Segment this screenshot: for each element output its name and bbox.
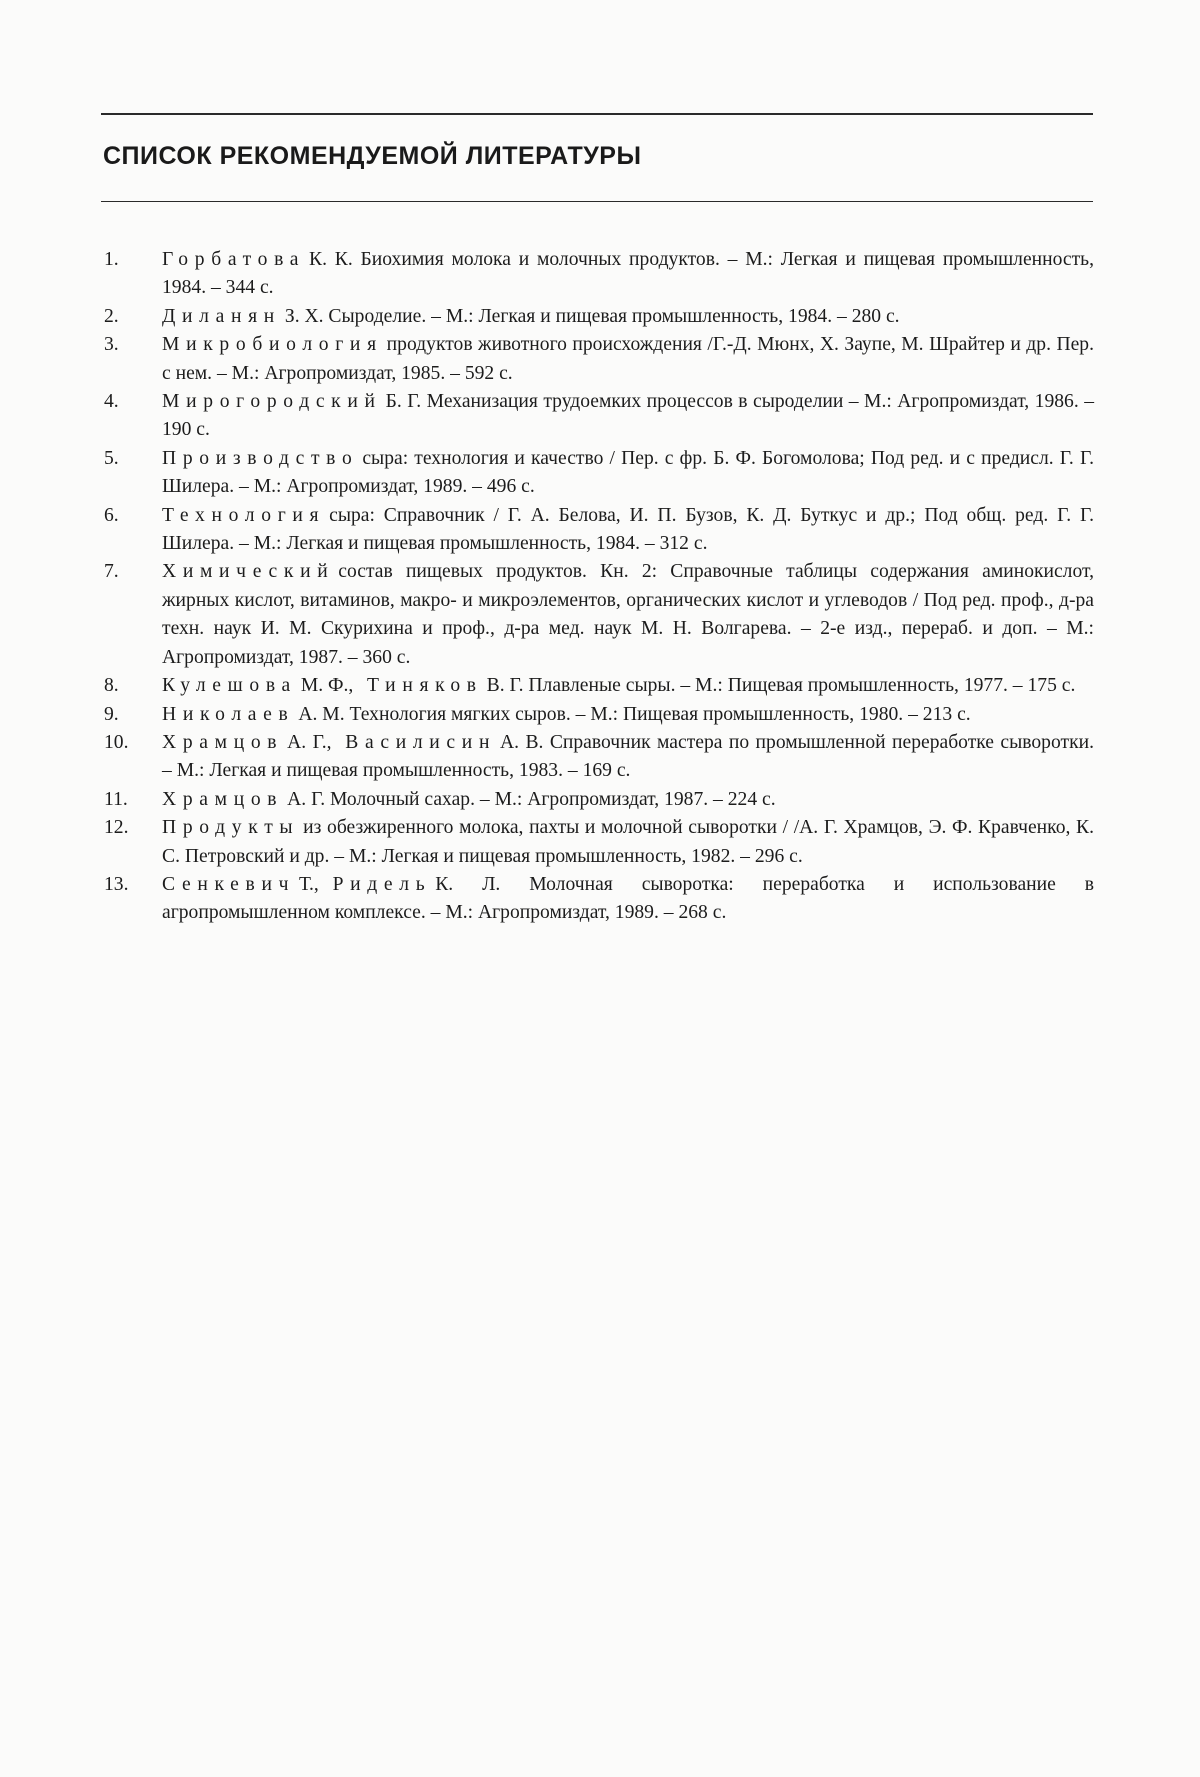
reference-number: 11. xyxy=(104,788,128,810)
reference-text: сыра: Справочник / Г. А. Белова, И. П. Бузов, К. Д. Буткус и др.; Под общ. ред. Г. Г. Шилера. – М.: Легкая и пищевая промышленность, 1984. – 312 с. xyxy=(162,504,1094,555)
reference-author: Мирогородский xyxy=(162,391,382,413)
reference-text: А. М. Технология мягких сыров. – М.: Пищевая промышленность, 1980. – 213 с. xyxy=(298,703,971,725)
reference-item xyxy=(104,729,1094,786)
reference-item xyxy=(104,814,1094,871)
reference-number: 7. xyxy=(104,561,119,583)
reference-author: Диланян xyxy=(162,305,281,327)
reference-body xyxy=(162,672,1094,700)
reference-number: 5. xyxy=(104,447,119,469)
reference-text: из обезжиренного молока, пахты и молочной сыворотки / /А. Г. Храмцов, Э. Ф. Кравченко, К. С. Петровский и др. – М.: Легкая и пищевая промышленность, 1982. – 296 с. xyxy=(162,817,1094,867)
reference-text: Б. Г. Механизация трудоемких процессов в сыроделии – М.: Агропромиздат, 1986. – 190 с. xyxy=(162,391,1094,441)
reference-body xyxy=(162,445,1094,502)
top-rule xyxy=(101,113,1093,115)
reference-text: сыра: технология и качество / Пер. с фр. Б. Ф. Богомолова; Под ред. и с предисл. Г. Г. Шилера. – М.: Агропромиздат, 1989. – 496 с. xyxy=(162,447,1094,498)
reference-coauthor: Тиняков xyxy=(367,675,483,697)
reference-number: 12. xyxy=(104,817,129,839)
reference-body xyxy=(162,246,1094,303)
reference-number: 6. xyxy=(104,504,119,526)
reference-number: 3. xyxy=(104,334,119,356)
reference-body xyxy=(162,303,1094,331)
reference-number: 13. xyxy=(104,873,129,895)
reference-item xyxy=(104,388,1094,445)
reference-text: состав пищевых продуктов. Кн. 2: Справочные таблицы содержания аминокислот, жирных кислот, витаминов, макро- и микроэлементов, органических кислот и углеводов / Под ред. проф., д-ра техн. наук И. М. Скурихина и проф., д-ра мед. наук М. Н. Волгарева. – 2-е изд., перераб. и доп. – М.: Агропромиздат, 1987. – 360 с. xyxy=(162,561,1094,668)
reference-text: В. Г. Плавленые сыры. – М.: Пищевая промышленность, 1977. – 175 с. xyxy=(486,675,1076,697)
reference-text: К. Л. Молочная сыворотка: переработка и использование в агропромышленном комплексе. – М.: Агропромиздат, 1989. – 268 с. xyxy=(162,873,1094,924)
reference-text: А. В. Справочник мастера по промышленной переработке сыворотки. – М.: Легкая и пищевая промышленность, 1983. – 169 с. xyxy=(162,731,1094,782)
reference-body xyxy=(162,729,1094,786)
reference-body xyxy=(162,502,1094,559)
reference-body xyxy=(162,814,1094,871)
reference-coauthor: Василисин xyxy=(345,731,497,753)
reference-number: 4. xyxy=(104,391,119,413)
reference-author: Химический xyxy=(162,561,335,583)
reference-coauthor: Ридель xyxy=(332,873,432,895)
reference-body xyxy=(162,388,1094,445)
reference-number: 10. xyxy=(104,731,129,753)
reference-author: Производство xyxy=(162,447,359,469)
reference-author: Храмцов xyxy=(162,788,284,810)
reference-number: 8. xyxy=(104,675,119,697)
reference-author: Продукты xyxy=(162,817,300,839)
reference-text: М. Ф., xyxy=(300,675,354,697)
reference-text: З. Х. Сыроделие. – М.: Легкая и пищевая промышленность, 1984. – 280 с. xyxy=(284,305,900,327)
reference-author: Горбатова xyxy=(162,249,306,270)
reference-author: Технология xyxy=(162,504,326,526)
reference-author: Сенкевич xyxy=(162,873,296,895)
reference-item xyxy=(104,672,1094,700)
reference-body xyxy=(162,558,1094,672)
reference-author: Храмцов xyxy=(162,731,284,753)
reference-item xyxy=(104,445,1094,502)
reference-author: Микробиология xyxy=(162,334,383,356)
reference-item xyxy=(104,786,1094,814)
reference-text: Т., xyxy=(299,873,319,895)
reference-item xyxy=(104,502,1094,559)
reference-text: А. Г., xyxy=(287,731,332,753)
reference-item xyxy=(104,871,1094,928)
reference-number: 2. xyxy=(104,305,119,327)
page-title: СПИСОК РЕКОМЕНДУЕМОЙ ЛИТЕРАТУРЫ xyxy=(103,142,642,170)
reference-list xyxy=(104,246,1094,928)
reference-text: К. К. Биохимия молока и молочных продуктов. – М.: Легкая и пищевая промышленность, 1984. – 344 с. xyxy=(162,249,1094,299)
reference-item xyxy=(104,246,1094,303)
reference-author: Кулешова xyxy=(162,675,297,697)
reference-item xyxy=(104,701,1094,729)
reference-item xyxy=(104,331,1094,388)
reference-text: продуктов животного происхождения /Г.-Д. Мюнх, Х. Заупе, М. Шрайтер и др. Пер. с нем. – М.: Агропромиздат, 1985. – 592 с. xyxy=(162,334,1094,384)
reference-item xyxy=(104,558,1094,672)
reference-author: Николаев xyxy=(162,703,295,725)
reference-body xyxy=(162,786,1094,814)
reference-body xyxy=(162,701,1094,729)
reference-body xyxy=(162,871,1094,928)
reference-number: 9. xyxy=(104,703,119,725)
reference-item xyxy=(104,303,1094,331)
heading-rule xyxy=(101,201,1093,202)
reference-number: 1. xyxy=(104,249,119,270)
reference-body xyxy=(162,331,1094,388)
reference-text: А. Г. Молочный сахар. – М.: Агропромиздат, 1987. – 224 с. xyxy=(287,788,776,810)
